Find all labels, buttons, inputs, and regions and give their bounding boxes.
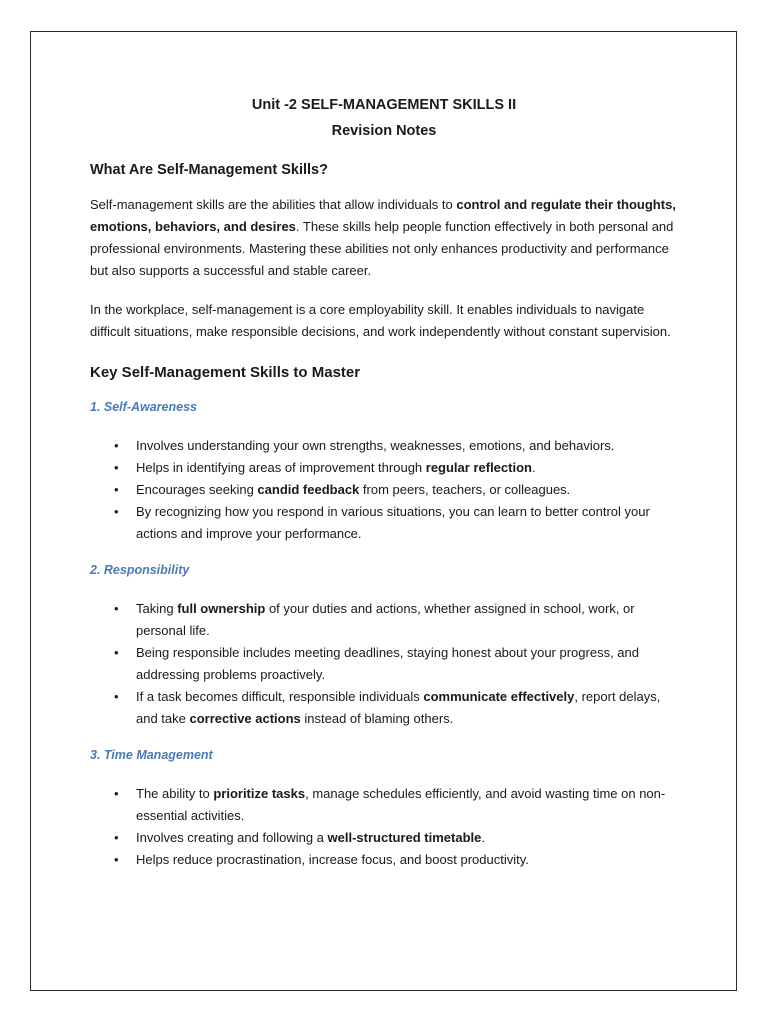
subsection-heading-responsibility: 2. Responsibility [90, 563, 190, 577]
bullet-icon: • [114, 601, 119, 616]
bold-text: full ownership [177, 601, 266, 616]
bold-text: prioritize tasks [213, 786, 306, 801]
bullet-icon: • [114, 504, 119, 519]
document-body [90, 92, 680, 871]
text-run: Taking [136, 601, 178, 616]
text-run: , manage schedules efficiently, and avoid wasting time on non-essential activities. [136, 786, 666, 823]
list-item [90, 827, 680, 849]
text-run: . [481, 830, 486, 845]
bullet-icon: • [114, 689, 119, 704]
bold-text: regular reflection [425, 460, 532, 475]
text-run: By recognizing how you respond in various situations, you can learn to better control your actions and improve your performance. [136, 504, 650, 541]
document-subtitle: Revision Notes [331, 123, 437, 139]
text-run: Helps reduce procrastination, increase focus, and boost productivity. [136, 852, 529, 867]
text-run: Self-management skills are the abilities that allow individuals to [90, 197, 457, 212]
bullet-icon: • [114, 852, 119, 867]
list-item [90, 598, 680, 642]
list-item [90, 435, 680, 457]
text-run: Helps in identifying areas of improvement through [136, 460, 426, 475]
bullet-icon: • [114, 482, 119, 497]
bullet-icon: • [114, 830, 119, 845]
text-run: In the workplace, self-management is a core employability skill. It enables individuals to navigate difficult situations, make responsible decisions, and work independently without constant supervision. [90, 302, 671, 339]
text-run: instead of blaming others. [300, 711, 454, 726]
bullet-list-time-management [90, 783, 680, 871]
text-run: Being responsible includes meeting deadlines, staying honest about your progress, and addressing problems proactively. [136, 645, 639, 682]
bold-text: corrective actions [189, 711, 301, 726]
bullet-list-responsibility [90, 598, 680, 730]
bold-text: communicate effectively [423, 689, 575, 704]
text-run: The ability to [136, 786, 214, 801]
subsection-heading-time-management: 3. Time Management [90, 748, 213, 762]
text-run: Involves understanding your own strengths, weaknesses, emotions, and behaviors. [136, 438, 615, 453]
bullet-icon: • [114, 645, 119, 660]
bold-text: control and regulate their thoughts, emotions, behaviors, and desires [90, 197, 676, 234]
list-item [90, 479, 680, 501]
section-heading-intro: What Are Self-Management Skills? [90, 162, 328, 178]
bullet-list-self-awareness [90, 435, 680, 545]
list-item [90, 686, 680, 730]
text-run: . [531, 460, 536, 475]
list-item [90, 783, 680, 827]
title-block [90, 92, 678, 144]
bold-text: candid feedback [257, 482, 360, 497]
section-heading-key-skills: Key Self-Management Skills to Master [90, 364, 361, 381]
list-item [90, 642, 680, 686]
text-run: , report delays, and take [136, 689, 661, 726]
subsection-heading-self-awareness: 1. Self-Awareness [90, 400, 197, 414]
list-item [90, 849, 680, 871]
document-title: Unit -2 SELF-MANAGEMENT SKILLS II [251, 97, 517, 113]
text-run: . These skills help people function effectively in both personal and professional environments. Mastering these abilities not only enhances productivity and performance but also supports a successful and stable career. [90, 219, 674, 278]
text-run: Encourages seeking [136, 482, 258, 497]
bold-text: well-structured timetable [327, 830, 482, 845]
bullet-icon: • [114, 438, 119, 453]
text-run: Involves creating and following a [136, 830, 328, 845]
list-item [90, 457, 680, 479]
text-run: of your duties and actions, whether assigned in school, work, or personal life. [136, 601, 635, 638]
text-run: If a task becomes difficult, responsible individuals [136, 689, 424, 704]
intro-paragraph-2 [90, 299, 680, 343]
bullet-icon: • [114, 786, 119, 801]
list-item [90, 501, 680, 545]
intro-paragraph-1 [90, 194, 680, 282]
bullet-icon: • [114, 460, 119, 475]
text-run: from peers, teachers, or colleagues. [359, 482, 571, 497]
